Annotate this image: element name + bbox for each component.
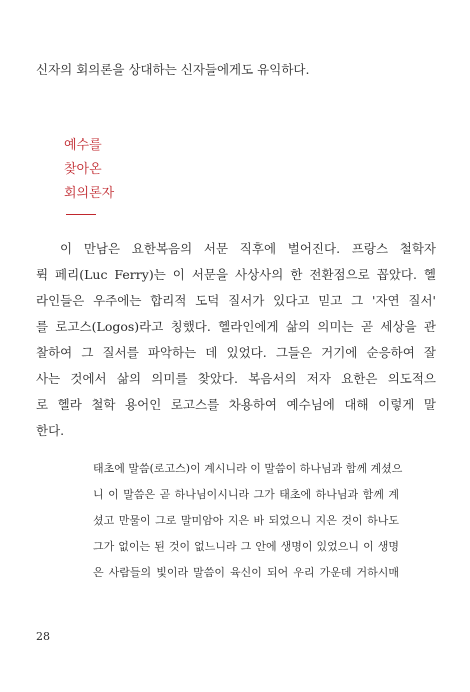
quotation-line: 은 사람들의 빛이라 말씀이 육신이 되어 우리 가운데 거하시매 [93, 566, 399, 579]
body-line: 로 헬라 철학 용어인 로고스를 차용하여 예수님에 대해 이렇게 말 [36, 397, 436, 412]
quotation-line: 셨고 만물이 그로 말미암아 지은 바 되었으니 지은 것이 하나도 [93, 514, 399, 527]
body-line: 이 만남은 요한복음의 서문 직후에 벌어진다. 프랑스 철학자 [60, 241, 436, 256]
intro-line: 신자의 회의론을 상대하는 신자들에게도 유익하다. [36, 62, 310, 77]
section-heading-line-3: 회의론자 [64, 186, 115, 201]
scripture-quotation [93, 456, 403, 586]
body-line: 뤽 페리(Luc Ferry)는 이 서문을 사상사의 한 전환점으로 꼽았다. 헬 [36, 267, 436, 282]
section-heading-line-2: 찾아온 [64, 162, 102, 177]
section-heading-line-1: 예수를 [64, 138, 102, 153]
body-line: 한다. [36, 423, 65, 438]
quotation-line: 니 이 말씀은 곧 하나님이시니라 그가 태초에 하나님과 함께 계 [93, 488, 399, 501]
body-line: 찰하여 그 질서를 파악하는 데 있었다. 그들은 거기에 순응하여 잘 [36, 345, 436, 360]
page-number: 28 [36, 630, 50, 643]
quotation-line: 태초에 말씀(로고스)이 계시니라 이 말씀이 하나님과 함께 계셨으 [93, 462, 403, 475]
heading-rule [66, 214, 96, 215]
body-paragraph [36, 236, 436, 444]
body-line: 사는 것에서 삶의 의미를 찾았다. 복음서의 저자 요한은 의도적으 [36, 371, 436, 386]
quotation-line: 그가 없이는 된 것이 없느니라 그 안에 생명이 있었으니 이 생명 [93, 540, 399, 553]
body-line: 를 로고스(Logos)라고 칭했다. 헬라인에게 삶의 의미는 곧 세상을 관 [36, 319, 436, 334]
body-line: 라인들은 우주에는 합리적 도덕 질서가 있다고 믿고 그 '자연 질서' [36, 293, 436, 308]
